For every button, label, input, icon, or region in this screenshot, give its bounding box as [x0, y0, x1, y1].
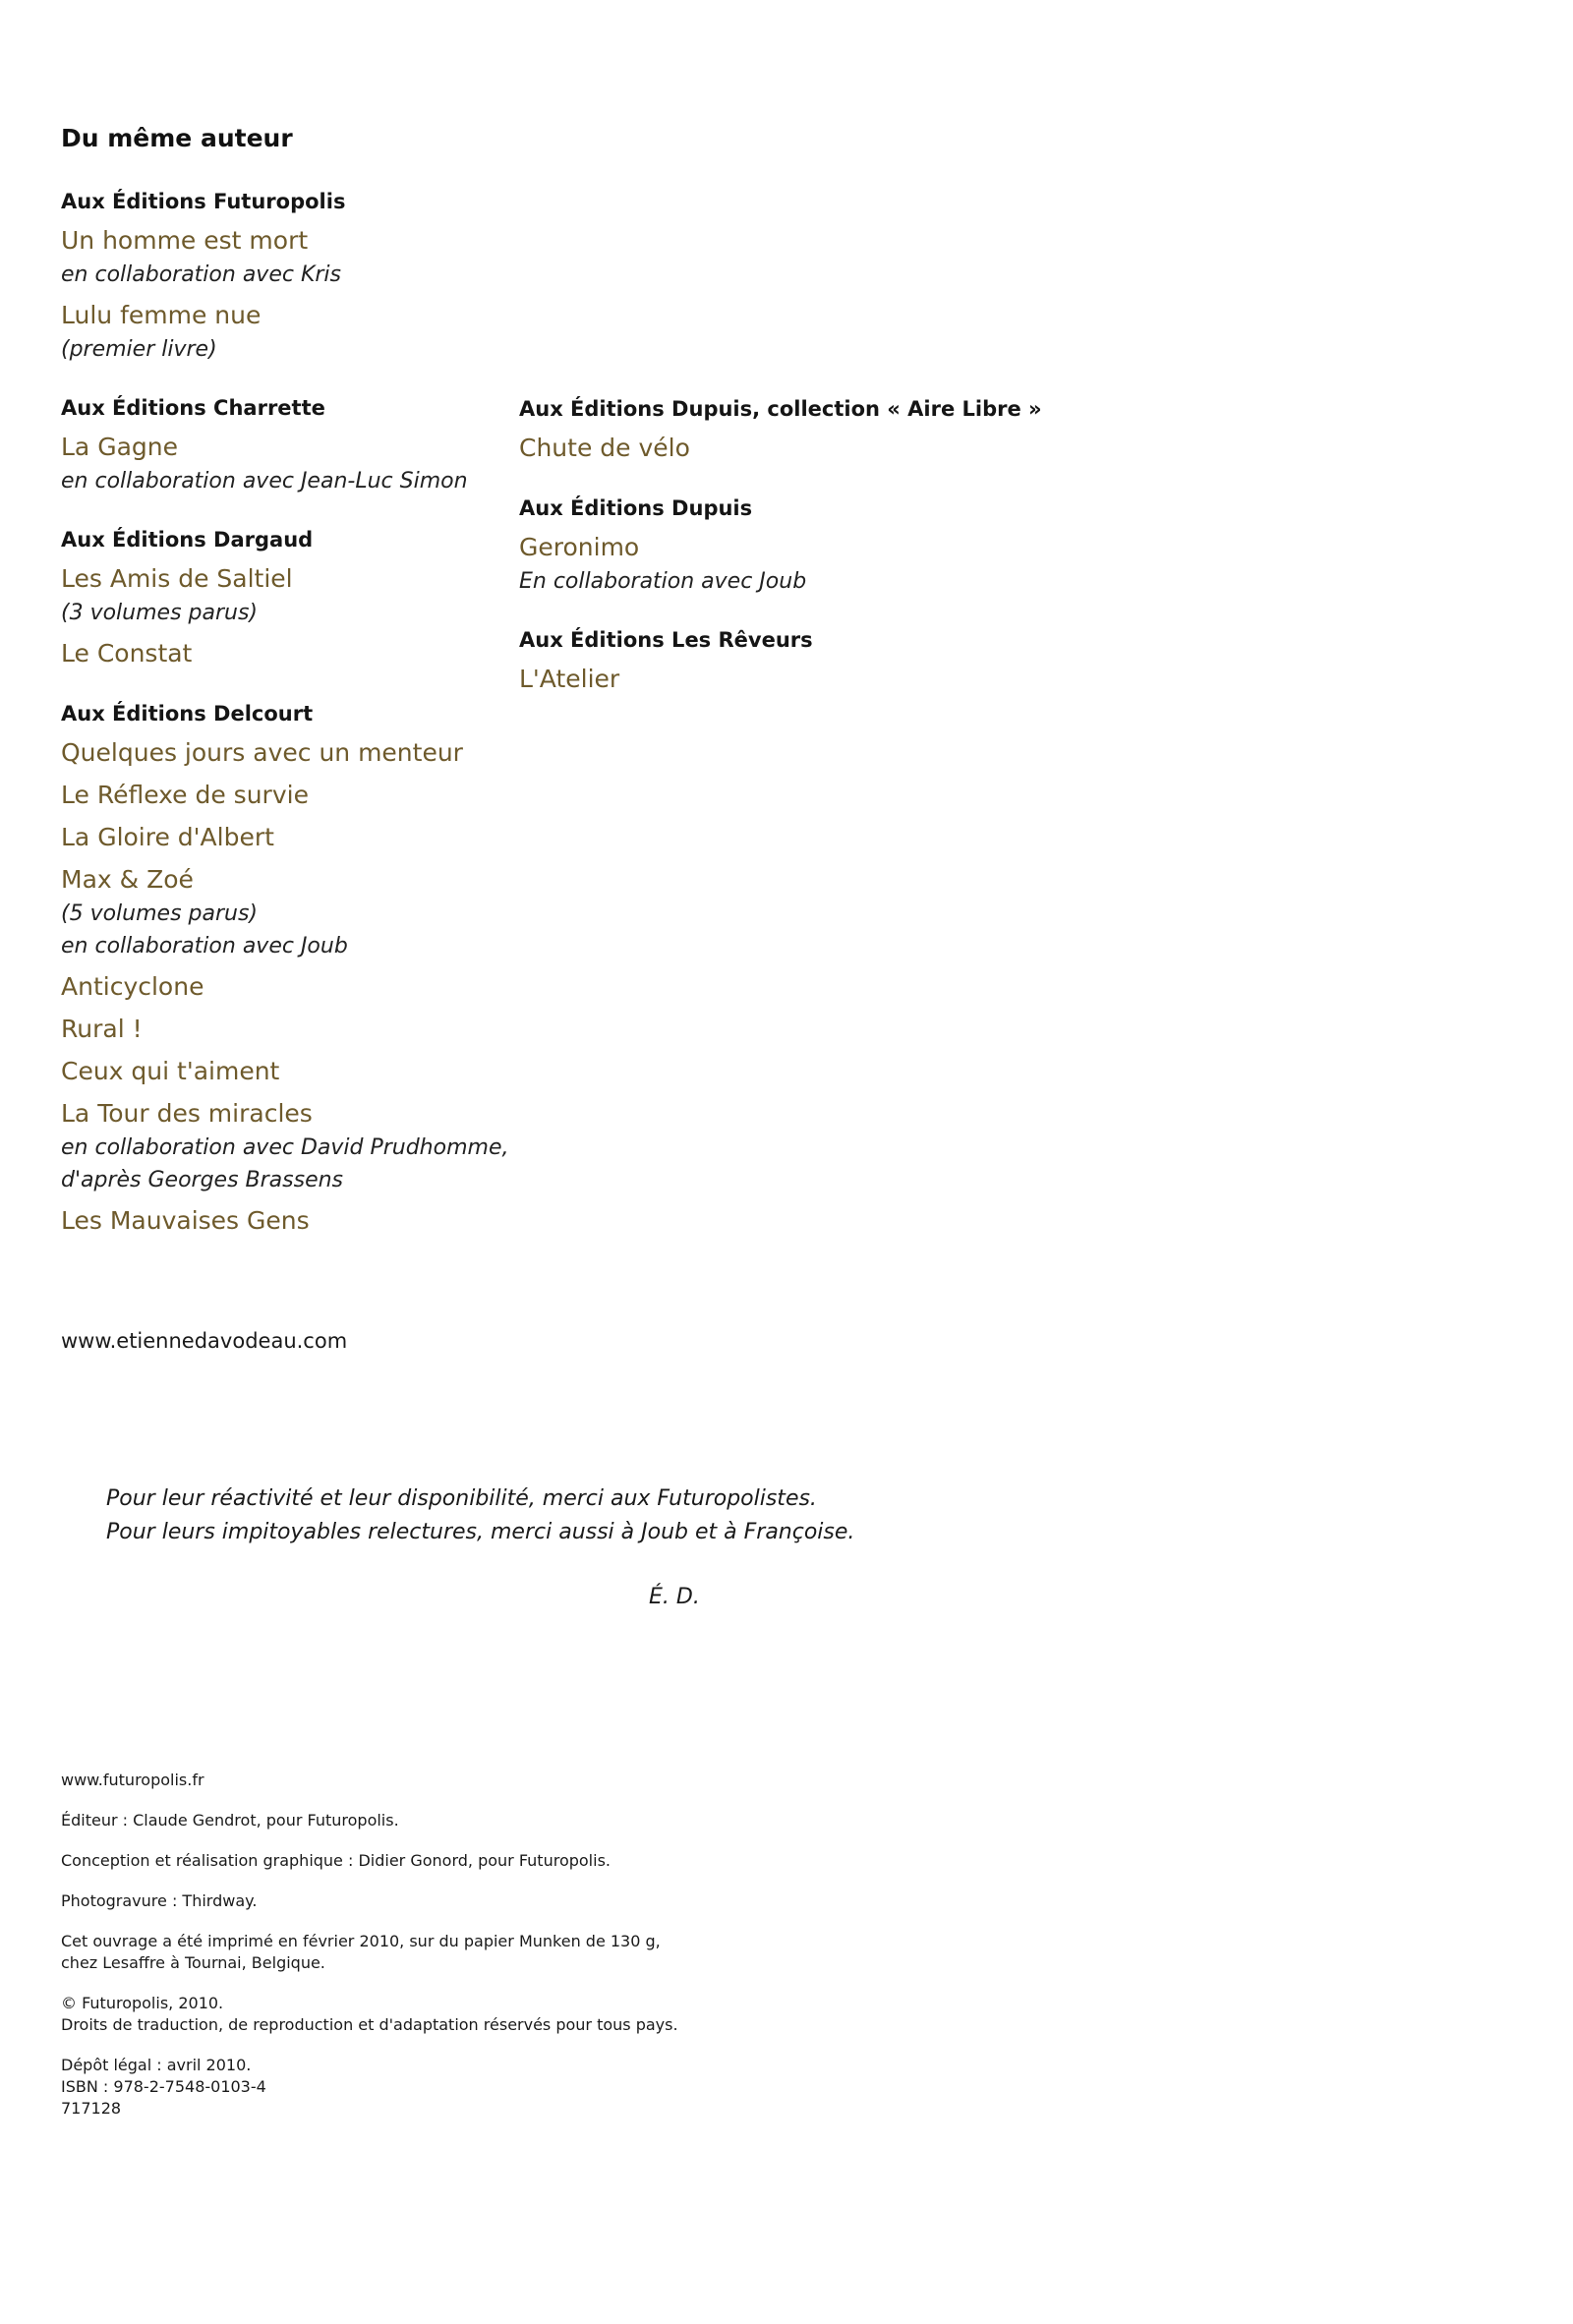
book-title: Lulu femme nue — [61, 301, 262, 329]
book-note: en collaboration avec Jean-Luc Simon — [61, 469, 468, 494]
publisher-group — [61, 525, 513, 671]
publisher-heading: Aux Éditions Delcourt — [61, 702, 314, 726]
imprint-line: © Futuropolis, 2010. — [61, 1994, 224, 2012]
book-entry — [61, 560, 513, 629]
publisher-heading: Aux Éditions Les Rêveurs — [519, 628, 813, 652]
publisher-heading: Aux Éditions Charrette — [61, 396, 325, 420]
publisher-group — [61, 393, 513, 497]
imprint-block — [61, 1770, 847, 2138]
imprint-paragraph — [61, 1931, 847, 1974]
book-title: Un homme est mort — [61, 226, 309, 255]
imprint-paragraph — [61, 2055, 847, 2120]
book-title: La Gagne — [61, 433, 178, 461]
book-entry — [61, 1095, 513, 1196]
book-entry — [519, 529, 971, 598]
book-note: (5 volumes parus) — [61, 901, 259, 926]
book-entry — [61, 1053, 513, 1089]
book-title: Anticyclone — [61, 972, 204, 1001]
book-title: Geronimo — [519, 533, 640, 561]
book-note: en collaboration avec David Prudhomme, — [61, 1135, 509, 1160]
imprint-paragraph — [61, 1770, 847, 1791]
book-title: Les Mauvaises Gens — [61, 1206, 310, 1235]
imprint-paragraph — [61, 1993, 847, 2036]
book-title: Chute de vélo — [519, 434, 690, 462]
author-initials-signature: É. D. — [649, 1585, 700, 1609]
book-title: Le Réflexe de survie — [61, 781, 309, 809]
book-entry — [61, 635, 513, 671]
imprint-line: ISBN : 978-2-7548-0103-4 — [61, 2077, 266, 2096]
book-entry — [61, 297, 513, 366]
book-entry — [519, 661, 971, 697]
acknowledgement-line: Pour leurs impitoyables relectures, merci aussi à Joub et à Françoise. — [106, 1520, 855, 1544]
imprint-line: Photogravure : Thirdway. — [61, 1891, 258, 1910]
imprint-line: Dépôt légal : avril 2010. — [61, 2056, 252, 2074]
publisher-heading: Aux Éditions Dupuis, collection « Aire Libre » — [519, 397, 1042, 421]
book-entry — [61, 1202, 513, 1239]
imprint-line: chez Lesaffre à Tournai, Belgique. — [61, 1953, 325, 1972]
imprint-line: Éditeur : Claude Gendrot, pour Futuropolis. — [61, 1811, 399, 1830]
book-title: Les Amis de Saltiel — [61, 564, 293, 593]
book-title: La Gloire d'Albert — [61, 823, 274, 851]
book-entry — [61, 1011, 513, 1047]
publisher-heading: Aux Éditions Dupuis — [519, 496, 753, 520]
imprint-paragraph — [61, 1890, 847, 1912]
book-note: En collaboration avec Joub — [519, 569, 807, 594]
imprint-line: Conception et réalisation graphique : Didier Gonord, pour Futuropolis. — [61, 1851, 611, 1870]
book-title: Max & Zoé — [61, 865, 194, 894]
imprint-line: 717128 — [61, 2099, 122, 2118]
book-note: (premier livre) — [61, 337, 217, 362]
publisher-group — [519, 625, 971, 697]
bibliography-right-column — [519, 394, 1042, 725]
imprint-line[interactable]: www.futuropolis.fr — [61, 1771, 204, 1789]
book-note: (3 volumes parus) — [61, 601, 259, 625]
publisher-group — [61, 187, 513, 366]
book-title: Rural ! — [61, 1015, 143, 1043]
publisher-group — [519, 494, 971, 598]
book-entry — [61, 222, 513, 291]
book-note: d'après Georges Brassens — [61, 1168, 344, 1192]
publisher-group — [61, 699, 513, 1239]
publisher-group — [519, 394, 1042, 466]
book-title: Quelques jours avec un menteur — [61, 738, 463, 767]
book-title: Ceux qui t'aiment — [61, 1057, 280, 1085]
book-title: L'Atelier — [519, 665, 620, 693]
book-note: en collaboration avec Kris — [61, 262, 341, 287]
author-website-link[interactable]: www.etiennedavodeau.com — [61, 1329, 348, 1353]
bibliography-left-column — [61, 187, 513, 1266]
page-heading: Du même auteur — [61, 124, 293, 152]
imprint-paragraph — [61, 1810, 847, 1831]
acknowledgements — [106, 1482, 991, 1549]
book-entry — [61, 819, 513, 855]
book-note: en collaboration avec Joub — [61, 934, 348, 959]
book-entry — [61, 734, 513, 771]
book-entry — [61, 777, 513, 813]
book-title: La Tour des miracles — [61, 1099, 313, 1128]
book-entry — [61, 968, 513, 1005]
imprint-line: Cet ouvrage a été imprimé en février 2010, sur du papier Munken de 130 g, — [61, 1932, 661, 1950]
book-title: Le Constat — [61, 639, 193, 668]
book-entry — [61, 429, 513, 497]
book-entry — [519, 430, 971, 466]
publisher-heading: Aux Éditions Futuropolis — [61, 190, 346, 213]
book-entry — [61, 861, 513, 962]
imprint-line: Droits de traduction, de reproduction et d'adaptation réservés pour tous pays. — [61, 2015, 678, 2034]
acknowledgement-line: Pour leur réactivité et leur disponibilité, merci aux Futuropolistes. — [106, 1486, 817, 1511]
imprint-paragraph — [61, 1850, 847, 1872]
publisher-heading: Aux Éditions Dargaud — [61, 528, 314, 552]
